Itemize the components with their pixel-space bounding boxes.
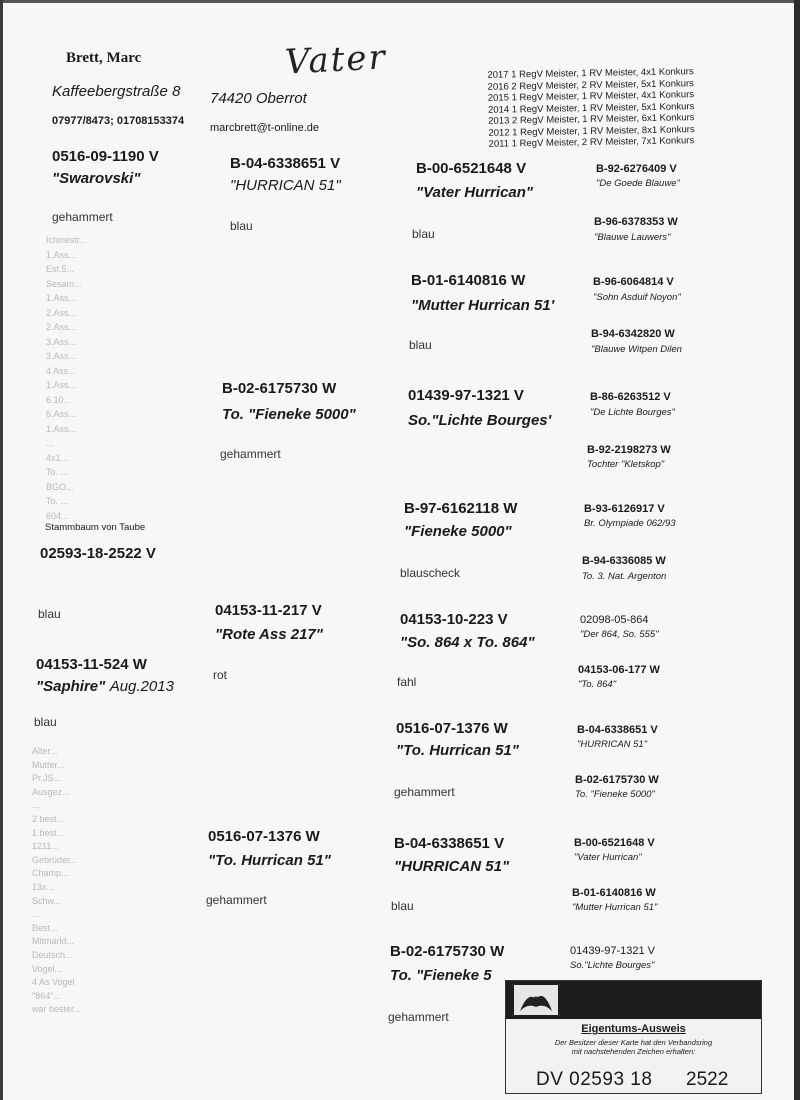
father-faded-notes xyxy=(46,233,87,523)
gen2-color-0: blau xyxy=(230,219,253,233)
gen2-ring-1: B-02-6175730 W xyxy=(222,380,337,397)
gen4-name-0: "De Goede Blauwe" xyxy=(596,178,680,189)
gen3-name-6: "HURRICAN 51" xyxy=(394,858,510,875)
card-text-line-2: mit nachstehenden Zeichen erhalten: xyxy=(571,1047,696,1056)
mother-note-line: Champ... xyxy=(32,868,69,879)
gen3-color-1: blau xyxy=(409,338,432,352)
owner-street: Kaffeebergstraße 8 xyxy=(52,83,181,100)
scan-edge-top xyxy=(0,0,800,3)
card-ring-number: DV 02593 18 xyxy=(536,1069,653,1090)
gen4-name-11: To. "Fieneke 5000" xyxy=(575,789,655,800)
mother-note-line: Best... xyxy=(32,922,58,933)
gen3-color-0: blau xyxy=(412,227,435,241)
gen4-name-3: "Blauwe Witpen Dilen xyxy=(591,344,682,355)
father-note-line: 6.10... xyxy=(46,394,72,405)
gen3-color-3: blauscheck xyxy=(400,566,461,580)
handwritten-note: Vater xyxy=(284,37,388,83)
ownership-card xyxy=(505,980,762,1094)
gen3-name-5: "To. Hurrican 51" xyxy=(396,742,519,759)
owner-city: 74420 Oberrot xyxy=(210,90,307,107)
father-note-line: Est.5... xyxy=(46,264,75,274)
gen4-ring-4: B-86-6263512 V xyxy=(590,391,671,403)
gen4-name-9: "To. 864" xyxy=(578,679,617,690)
gen4-name-8: "Der 864, So. 555" xyxy=(580,629,659,640)
scan-edge-left xyxy=(0,0,3,1100)
gen4-ring-8: 02098-05-864 xyxy=(580,614,649,626)
gen3-ring-7: B-02-6175730 W xyxy=(390,943,505,960)
father-note-line: Sesam... xyxy=(46,278,82,289)
pigeon-logo-icon xyxy=(514,985,558,1015)
mother-ring: 04153-11-524 W xyxy=(36,656,147,673)
father-note-line: 1.Ass... xyxy=(46,423,77,434)
gen2-color-2: rot xyxy=(213,668,228,682)
card-title: Eigentums-Ausweis xyxy=(581,1023,686,1035)
mother-faded-notes xyxy=(32,745,81,1017)
gen2-color-3: gehammert xyxy=(206,893,267,907)
mother-note-line: "864"... xyxy=(32,990,61,1001)
gen2-ring-3: 0516-07-1376 W xyxy=(208,828,320,845)
mother-color: blau xyxy=(34,715,57,729)
father-note-line: 1.Ass... xyxy=(46,380,77,390)
father-note-line: 6.Ass... xyxy=(46,409,77,419)
gen4-ring-5: B-92-2198273 W xyxy=(587,444,671,456)
mother-note-line: Ausgez... xyxy=(32,786,70,797)
gen3-name-3: "Fieneke 5000" xyxy=(404,523,512,540)
mother-note-line: 1 best... xyxy=(32,827,65,838)
mother-note-line: Pr.JS... xyxy=(32,773,62,784)
mother-note-line: Alter... xyxy=(32,746,58,756)
mother-note-line: 1211... xyxy=(32,841,59,852)
father-note-line: 1.Ass... xyxy=(46,249,77,260)
gen3-ring-2: 01439-97-1321 V xyxy=(408,387,524,404)
gen4-ring-0: B-92-6276409 V xyxy=(596,163,677,175)
gen2-name-0: "HURRICAN 51" xyxy=(230,177,341,194)
mother-note-line: 4 As Vogel xyxy=(32,977,75,988)
mother-note-line: Mutter... xyxy=(32,759,65,770)
gen3-ring-4: 04153-10-223 V xyxy=(400,611,508,628)
card-text-line-1: Der Besitzer dieser Karte hat den Verbandsring xyxy=(554,1038,713,1047)
mother-note-line: Gebrüder... xyxy=(32,854,78,865)
gen4-name-6: Br. Olympiade 062/93 xyxy=(584,518,676,529)
gen2-ring-2: 04153-11-217 V xyxy=(215,602,322,619)
gen3-color-5: gehammert xyxy=(394,785,455,799)
gen3-ring-6: B-04-6338651 V xyxy=(394,835,505,852)
owner-name: Brett, Marc xyxy=(66,50,142,66)
father-note-line: 3.Ass... xyxy=(46,336,77,347)
gen3-name-2: So."Lichte Bourges' xyxy=(408,412,552,429)
gen3-name-4: "So. 864 x To. 864" xyxy=(400,634,535,651)
father-note-line: 604... xyxy=(46,510,69,521)
owner-email: marcbrett@t-online.de xyxy=(210,122,319,134)
gen2-color-1: gehammert xyxy=(220,447,281,461)
mother-note-line: war bester... xyxy=(32,1004,82,1015)
father-color: gehammert xyxy=(52,210,113,224)
gen4-name-10: "HURRICAN 51" xyxy=(577,739,648,750)
father-note-line: 3.Ass... xyxy=(46,351,77,361)
gen4-ring-6: B-93-6126917 V xyxy=(584,503,665,515)
record-line: 2014 1 RegV Meister, 1 RV Meister, 5x1 Konkurs xyxy=(487,100,695,116)
mother-name: "Saphire" xyxy=(36,678,106,695)
mother-note-line: 2 best... xyxy=(32,813,65,824)
gen4-ring-11: B-02-6175730 W xyxy=(575,774,659,786)
mother-note-line: 13x... xyxy=(32,881,55,892)
subject-ring: 02593-18-2522 V xyxy=(40,545,156,562)
father-note-line: 4 Ass... xyxy=(46,365,76,376)
achievement-records xyxy=(487,66,695,150)
gen3-name-1: "Mutter Hurrican 51' xyxy=(411,297,555,314)
gen4-name-12: "Vater Hurrican" xyxy=(574,852,642,863)
record-line: 2011 1 RegV Meister, 2 RV Meister, 7x1 Konkurs xyxy=(488,135,695,150)
card-ring-suffix: 2522 xyxy=(686,1069,729,1090)
gen4-ring-1: B-96-6378353 W xyxy=(594,216,678,228)
record-line: 2013 2 RegV Meister, 1 RV Meister, 6x1 Konkurs xyxy=(488,112,695,127)
father-note-line: 1.Ass... xyxy=(46,293,77,303)
mother-note-line: Deutsch... xyxy=(32,949,73,960)
gen4-name-13: "Mutter Hurrican 51" xyxy=(572,902,658,913)
gen4-ring-2: B-96-6064814 V xyxy=(593,276,674,288)
mother-note-line: Mitmarkt... xyxy=(32,936,74,947)
father-name: "Swarovski" xyxy=(52,170,141,187)
mother-extra: Aug.2013 xyxy=(109,678,174,695)
record-line: 2017 1 RegV Meister, 1 RV Meister, 4x1 Konkurs xyxy=(487,66,694,81)
father-note-line: Ichinestr... xyxy=(46,235,88,245)
gen4-name-2: "Sohn Asduif Noyon" xyxy=(593,292,681,303)
gen4-ring-9: 04153-06-177 W xyxy=(578,664,660,676)
gen4-ring-14: 01439-97-1321 V xyxy=(570,945,656,957)
subject-color: blau xyxy=(38,607,61,621)
record-line: 2015 1 RegV Meister, 1 RV Meister, 4x1 Konkurs xyxy=(487,89,695,104)
card-text xyxy=(506,1038,761,1056)
gen3-ring-0: B-00-6521648 V xyxy=(416,160,527,177)
scan-edge-right xyxy=(794,0,800,1100)
gen4-name-4: "De Lichte Bourges" xyxy=(590,407,675,418)
gen3-name-0: "Vater Hurrican" xyxy=(416,184,534,201)
mother-note-line: ... xyxy=(32,909,40,920)
father-note-line: To. ... xyxy=(46,496,69,506)
gen4-ring-10: B-04-6338651 V xyxy=(577,724,658,736)
gen4-ring-13: B-01-6140816 W xyxy=(572,887,656,899)
gen3-color-4: fahl xyxy=(397,675,417,689)
father-note-line: To. ... xyxy=(46,467,69,477)
gen2-ring-0: B-04-6338651 V xyxy=(230,155,341,172)
mother-note-line: Vogel... xyxy=(32,963,63,974)
father-ring: 0516-09-1190 V xyxy=(52,148,159,165)
gen2-name-2: "Rote Ass 217" xyxy=(215,626,323,643)
stammbaum-label: Stammbaum von Taube xyxy=(45,522,146,533)
card-header xyxy=(506,981,761,1019)
record-line: 2012 1 RegV Meister, 1 RV Meister, 8x1 Konkurs xyxy=(488,123,695,139)
mother-note-line: Schw... xyxy=(32,895,62,906)
mother-note-line: ... xyxy=(32,800,40,811)
gen4-ring-12: B-00-6521648 V xyxy=(574,837,655,849)
gen4-ring-7: B-94-6336085 W xyxy=(582,555,666,567)
gen3-ring-5: 0516-07-1376 W xyxy=(396,720,508,737)
gen4-name-1: "Blauwe Lauwers" xyxy=(594,232,671,243)
gen4-name-7: To. 3. Nat. Argenton xyxy=(582,571,667,582)
gen4-ring-3: B-94-6342820 W xyxy=(591,328,675,340)
father-note-line: 4x1... xyxy=(46,452,69,463)
gen4-name-14: So."Lichte Bourges" xyxy=(570,960,655,971)
father-note-line: 2.Ass... xyxy=(46,307,77,318)
gen2-name-3: "To. Hurrican 51" xyxy=(208,852,331,869)
father-note-line: ... xyxy=(46,438,54,448)
gen3-color-6: blau xyxy=(391,899,414,913)
gen2-name-1: To. "Fieneke 5000" xyxy=(222,406,356,423)
owner-phones: 07977/8473; 01708153374 xyxy=(52,115,185,127)
gen3-name-7: To. "Fieneke 5 xyxy=(390,967,492,984)
gen3-color-7: gehammert xyxy=(388,1010,449,1024)
father-note-line: BGO... xyxy=(46,481,74,492)
gen3-ring-3: B-97-6162118 W xyxy=(404,500,518,517)
father-note-line: 2.Ass... xyxy=(46,322,77,332)
record-line: 2016 2 RegV Meister, 2 RV Meister, 5x1 Konkurs xyxy=(487,77,694,93)
gen4-name-5: Tochter "Kletskop" xyxy=(587,459,665,470)
mother-name-row xyxy=(36,678,174,696)
gen3-ring-1: B-01-6140816 W xyxy=(411,272,526,289)
